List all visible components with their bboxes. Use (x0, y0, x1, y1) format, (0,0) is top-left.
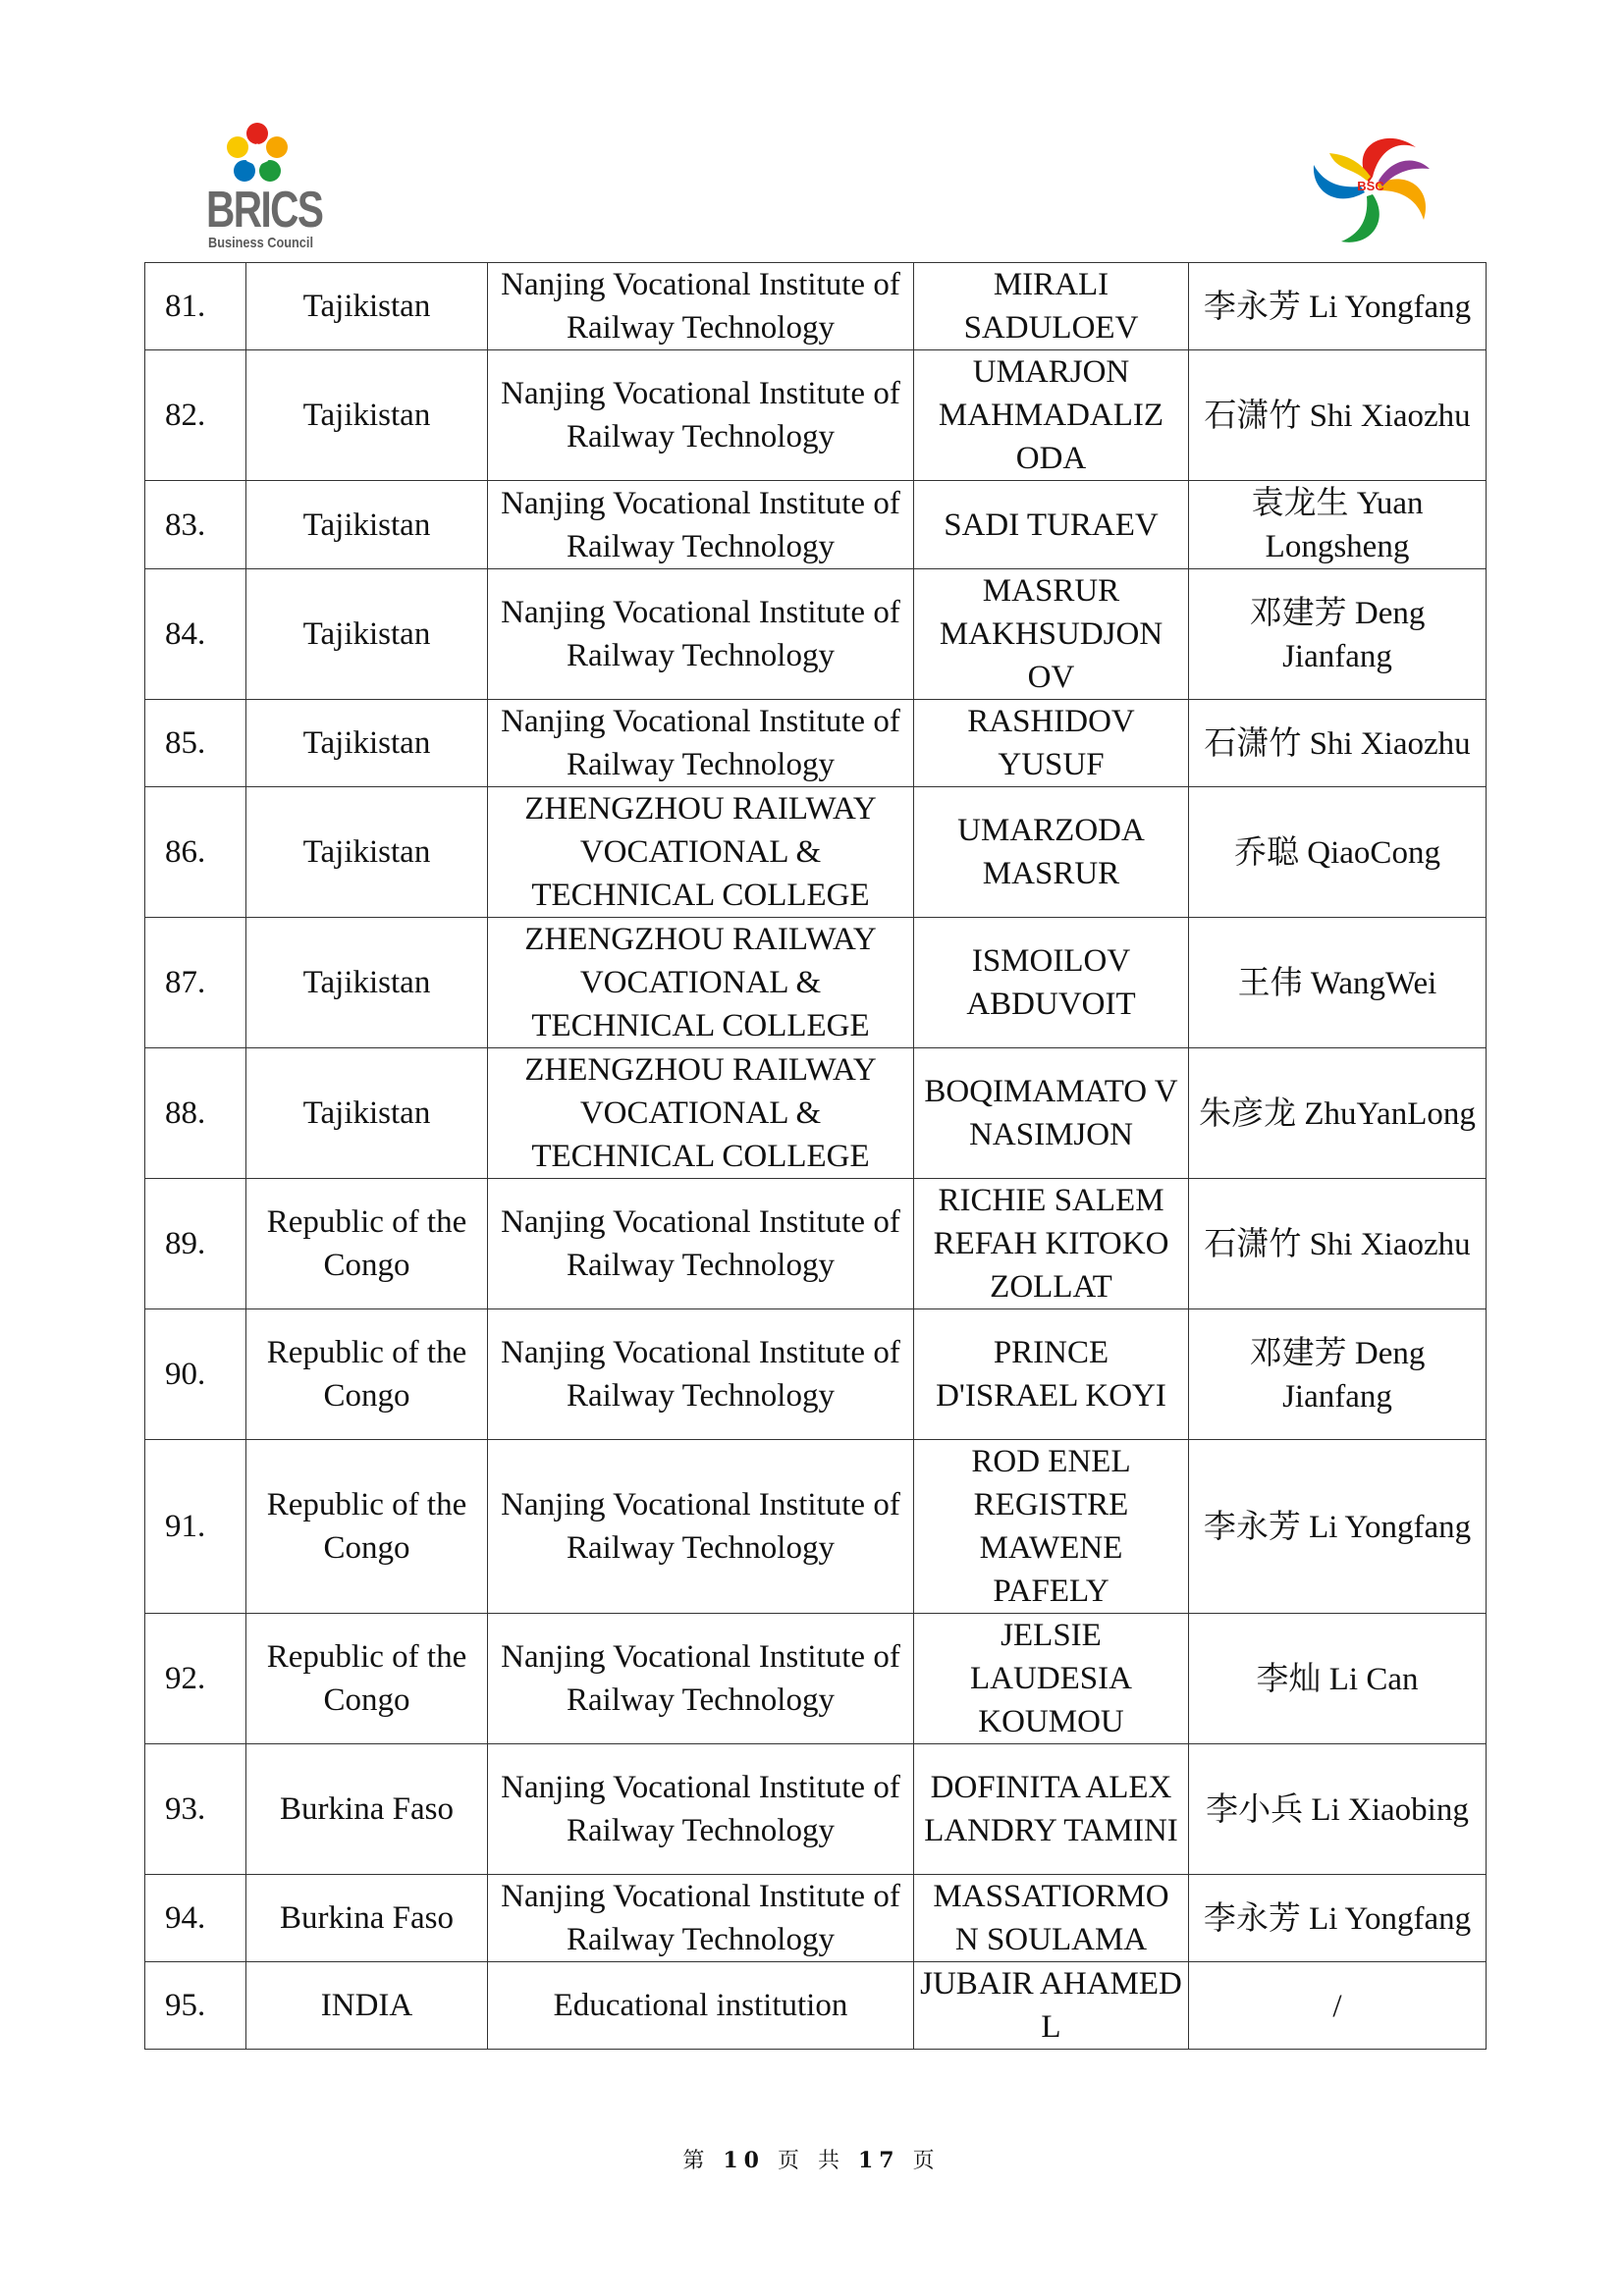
student-name-cell: ROD ENEL REGISTRE MAWENE PAFELY (914, 1440, 1189, 1614)
student-name-cell: RASHIDOV YUSUF (914, 700, 1189, 787)
student-name-cell: RICHIE SALEM REFAH KITOKO ZOLLAT (914, 1179, 1189, 1309)
teacher-name-chinese: 乔聪 (1234, 831, 1300, 871)
institution-cell: Educational institution (488, 1962, 914, 2050)
teacher-name-english: Shi Xiaozhu (1309, 398, 1471, 434)
teacher-name-chinese: 邓建芳 (1249, 1332, 1347, 1371)
country-cell: Republic of the Congo (246, 1179, 488, 1309)
table-row (145, 1048, 1487, 1179)
brics-logo-subtitle: Business Council (208, 235, 313, 251)
teacher-cell (1189, 787, 1487, 918)
institution-cell: Nanjing Vocational Institute of Railway Technology (488, 263, 914, 350)
row-number: 84. (145, 569, 246, 700)
teacher-name-english: Deng Jianfang (1282, 595, 1426, 674)
teacher-name-chinese: 石潇竹 (1204, 395, 1302, 434)
student-name-cell: PRINCE D'ISRAEL KOYI (914, 1309, 1189, 1440)
institution-cell: Nanjing Vocational Institute of Railway Technology (488, 1614, 914, 1744)
student-name-cell: ISMOILOV ABDUVOIT (914, 918, 1189, 1048)
student-name-cell: SADI TURAEV (914, 481, 1189, 569)
teacher-name-english: Li Yongfang (1309, 1509, 1472, 1545)
institution-cell: ZHENGZHOU RAILWAY VOCATIONAL & TECHNICAL COLLEGE (488, 918, 914, 1048)
country-cell: Republic of the Congo (246, 1309, 488, 1440)
country-cell: Burkina Faso (246, 1875, 488, 1962)
participant-table (144, 262, 1487, 2050)
row-number: 93. (145, 1744, 246, 1875)
teacher-cell (1189, 1179, 1487, 1309)
table-row (145, 787, 1487, 918)
institution-cell: Nanjing Vocational Institute of Railway Technology (488, 350, 914, 481)
student-name-cell: MASRUR MAKHSUDJON OV (914, 569, 1189, 700)
table-row (145, 263, 1487, 350)
teacher-name-english: Yuan Longsheng (1265, 486, 1424, 564)
teacher-name-chinese: 朱彦龙 (1199, 1093, 1297, 1132)
teacher-cell (1189, 481, 1487, 569)
teacher-name-chinese: 王伟 (1237, 962, 1303, 1001)
teacher-cell (1189, 918, 1487, 1048)
teacher-cell (1189, 700, 1487, 787)
teacher-name-english: QiaoCong (1307, 834, 1440, 871)
footer-prefix: 第 (682, 2149, 711, 2173)
teacher-name-chinese: 邓建芳 (1249, 592, 1347, 631)
row-number: 90. (145, 1309, 246, 1440)
country-cell: Tajikistan (246, 700, 488, 787)
table-row (145, 481, 1487, 569)
bsc-swirl-logo (1308, 126, 1435, 251)
institution-cell: Nanjing Vocational Institute of Railway Technology (488, 700, 914, 787)
country-cell: Tajikistan (246, 350, 488, 481)
row-number: 82. (145, 350, 246, 481)
institution-cell: Nanjing Vocational Institute of Railway Technology (488, 1744, 914, 1875)
table-row (145, 1179, 1487, 1309)
country-cell: Tajikistan (246, 481, 488, 569)
row-number: 91. (145, 1440, 246, 1614)
teacher-name-chinese: 李永芳 (1203, 1897, 1301, 1937)
page-footer (0, 2144, 1623, 2174)
teacher-cell (1189, 1875, 1487, 1962)
bsc-logo-text: BSC (1357, 179, 1384, 193)
student-name-cell: UMARJON MAHMADALIZ ODA (914, 350, 1189, 481)
teacher-cell (1189, 1048, 1487, 1179)
row-number: 92. (145, 1614, 246, 1744)
country-cell: Tajikistan (246, 918, 488, 1048)
student-name-cell: UMARZODA MASRUR (914, 787, 1189, 918)
row-number: 88. (145, 1048, 246, 1179)
teacher-cell (1189, 1744, 1487, 1875)
student-name-cell: DOFINITA ALEX LANDRY TAMINI (914, 1744, 1189, 1875)
institution-cell: Nanjing Vocational Institute of Railway Technology (488, 569, 914, 700)
row-number: 95. (145, 1962, 246, 2050)
country-cell: Tajikistan (246, 787, 488, 918)
teacher-cell (1189, 1309, 1487, 1440)
row-number: 94. (145, 1875, 246, 1962)
teacher-cell (1189, 569, 1487, 700)
teacher-name-english: Li Xiaobing (1311, 1791, 1469, 1828)
table-row (145, 1309, 1487, 1440)
footer-suffix: 页 (912, 2149, 941, 2173)
table-row (145, 1614, 1487, 1744)
teacher-name-english: Li Can (1328, 1661, 1419, 1697)
teacher-cell (1189, 263, 1487, 350)
footer-total-pages: 17 (858, 2148, 900, 2173)
teacher-cell (1189, 1614, 1487, 1744)
institution-cell: ZHENGZHOU RAILWAY VOCATIONAL & TECHNICAL COLLEGE (488, 1048, 914, 1179)
teacher-name-english: Deng Jianfang (1282, 1335, 1426, 1415)
country-cell: Republic of the Congo (246, 1440, 488, 1614)
table-row (145, 700, 1487, 787)
teacher-name-chinese: 李灿 (1256, 1658, 1322, 1697)
teacher-name-english: Shi Xiaozhu (1309, 725, 1471, 762)
row-number: 83. (145, 481, 246, 569)
country-cell: INDIA (246, 1962, 488, 2050)
teacher-name-english: WangWei (1310, 965, 1437, 1001)
teacher-name-chinese: 石潇竹 (1204, 1223, 1302, 1262)
student-name-cell: MIRALI SADULOEV (914, 263, 1189, 350)
row-number: 85. (145, 700, 246, 787)
table-row (145, 569, 1487, 700)
student-name-cell: MASSATIORMO N SOULAMA (914, 1875, 1189, 1962)
table-row (145, 1962, 1487, 2050)
student-name-cell: JELSIE LAUDESIA KOUMOU (914, 1614, 1189, 1744)
table-row (145, 350, 1487, 481)
row-number: 89. (145, 1179, 246, 1309)
institution-cell: Nanjing Vocational Institute of Railway Technology (488, 1179, 914, 1309)
student-name-cell: JUBAIR AHAMED L (914, 1962, 1189, 2050)
institution-cell: Nanjing Vocational Institute of Railway Technology (488, 1440, 914, 1614)
table-row (145, 1744, 1487, 1875)
brics-logo-wordmark: BRICS (206, 182, 323, 239)
table-row (145, 1440, 1487, 1614)
institution-cell: Nanjing Vocational Institute of Railway Technology (488, 481, 914, 569)
participant-table-body (145, 263, 1487, 2050)
table-row (145, 918, 1487, 1048)
institution-cell: Nanjing Vocational Institute of Railway Technology (488, 1875, 914, 1962)
institution-cell: ZHENGZHOU RAILWAY VOCATIONAL & TECHNICAL COLLEGE (488, 787, 914, 918)
row-number: 86. (145, 787, 246, 918)
table-row (145, 1875, 1487, 1962)
country-cell: Tajikistan (246, 263, 488, 350)
row-number: 81. (145, 263, 246, 350)
footer-middle: 页 共 (778, 2149, 845, 2173)
teacher-name-chinese: 李永芳 (1203, 1506, 1301, 1545)
teacher-name-chinese: 李永芳 (1203, 286, 1301, 325)
teacher-name-english: Li Yongfang (1309, 289, 1472, 325)
country-cell: Tajikistan (246, 569, 488, 700)
student-name-cell: BOQIMAMATO V NASIMJON (914, 1048, 1189, 1179)
teacher-name-chinese: 石潇竹 (1204, 722, 1302, 762)
institution-cell: Nanjing Vocational Institute of Railway Technology (488, 1309, 914, 1440)
teacher-name-english: / (1332, 1988, 1342, 2024)
teacher-name-english: Shi Xiaozhu (1309, 1226, 1471, 1262)
row-number: 87. (145, 918, 246, 1048)
teacher-name-chinese: 李小兵 (1206, 1789, 1304, 1828)
country-cell: Burkina Faso (246, 1744, 488, 1875)
footer-current-page: 10 (723, 2148, 765, 2173)
teacher-name-chinese: 袁龙生 (1251, 483, 1349, 521)
teacher-cell (1189, 1962, 1487, 2050)
country-cell: Tajikistan (246, 1048, 488, 1179)
teacher-cell (1189, 1440, 1487, 1614)
teacher-cell (1189, 350, 1487, 481)
country-cell: Republic of the Congo (246, 1614, 488, 1744)
teacher-name-english: Li Yongfang (1309, 1900, 1472, 1937)
teacher-name-english: ZhuYanLong (1304, 1095, 1476, 1132)
